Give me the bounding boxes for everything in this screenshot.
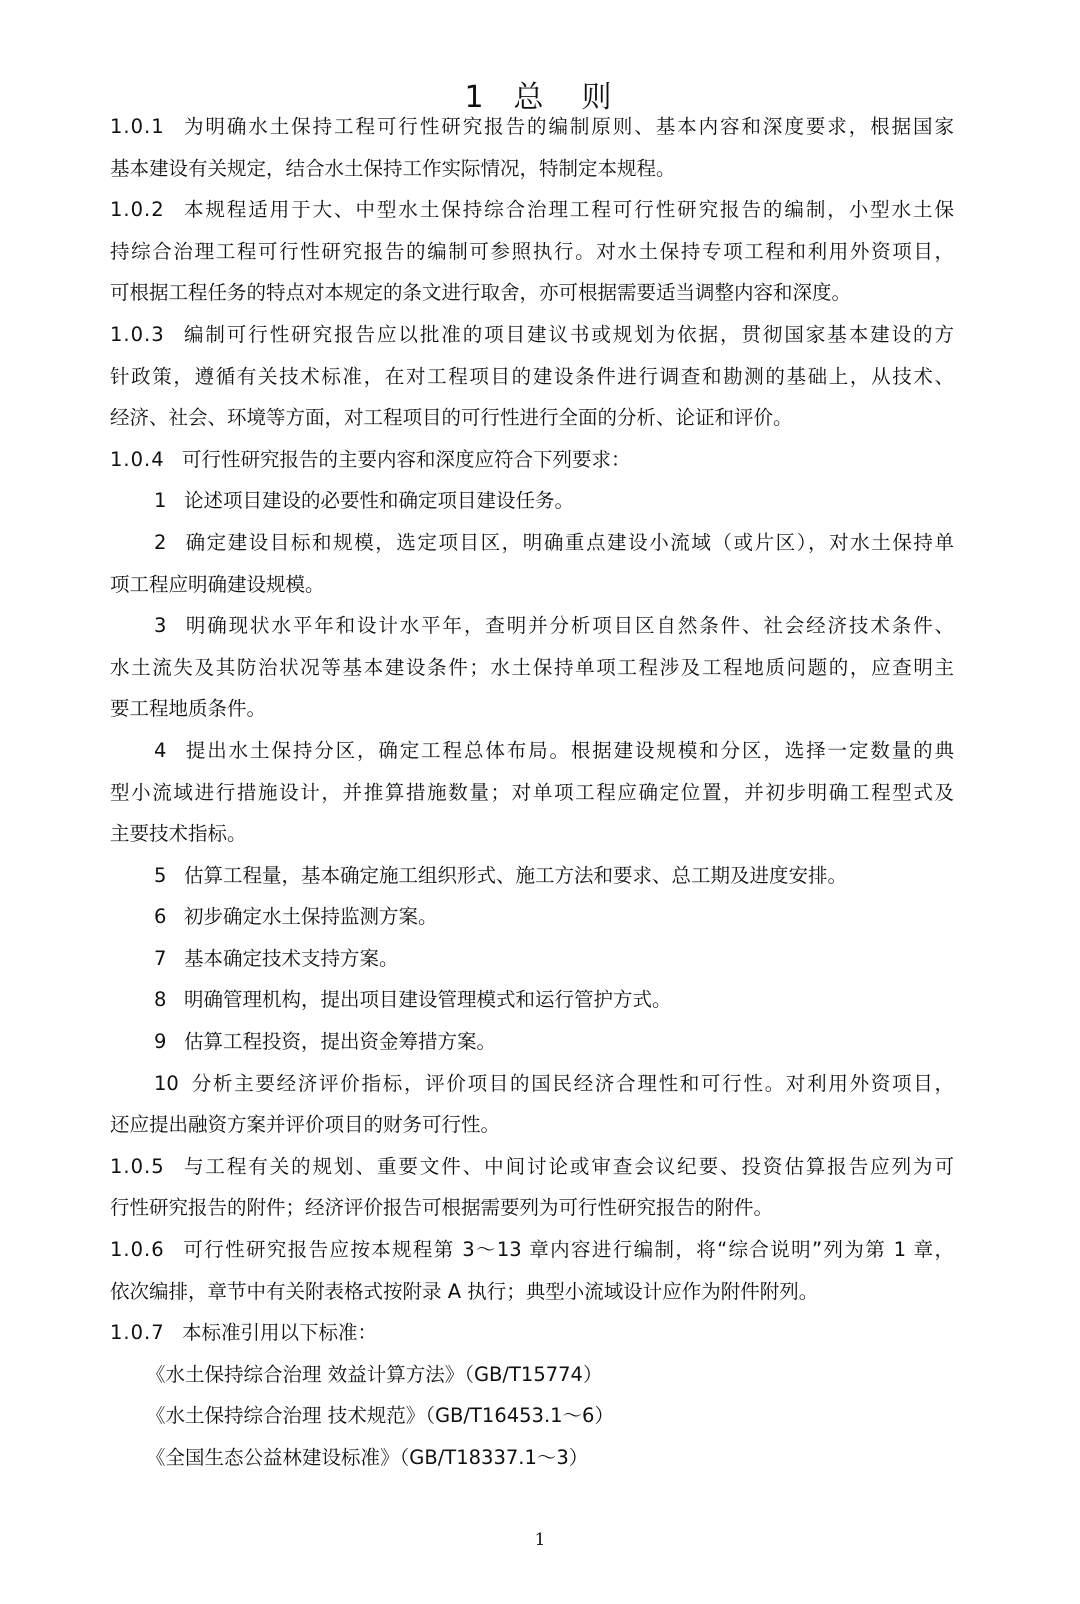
item-4-line-1: 4 提出水土保持分区，确定工程总体布局。根据建设规模和分区，选择一定数量的典 [110, 730, 954, 772]
item-3-line-2: 水土流失及其防治状况等基本建设条件；水土保持单项工程涉及工程地质问题的，应查明主 [110, 655, 954, 679]
item-4-line-3: 主要技术指标。 [110, 822, 247, 846]
item-2-line-1: 2 确定建设目标和规模，选定项目区，明确重点建设小流域（或片区），对水土保持单 [110, 522, 954, 564]
item-6-line-1: 6 初步确定水土保持监测方案。 [110, 896, 954, 938]
item-number: 9 [154, 1030, 167, 1054]
item-7-line-1: 7 基本确定技术支持方案。 [110, 938, 954, 980]
item-2-line-2: 项工程应明确建设规模。 [110, 572, 325, 596]
item-1-line-1: 1 论述项目建设的必要性和确定项目建设任务。 [110, 480, 954, 522]
clause-1-0-3-line-1: 1.0.3 编制可行性研究报告应以批准的项目建议书或规划为依据，贯彻国家基本建设的方 [110, 314, 954, 356]
body-text [110, 106, 954, 1479]
clause-1-0-2-line-1: 1.0.2 本规程适用于大、中型水土保持综合治理工程可行性研究报告的编制，小型水土保 [110, 189, 954, 231]
item-number: 2 [154, 530, 167, 554]
clause-number: 1.0.6 [110, 1238, 165, 1262]
clause-number: 1.0.1 [110, 115, 165, 138]
item-10-line-2: 还应提出融资方案并评价项目的财务可行性。 [110, 1113, 501, 1137]
item-number: 8 [154, 988, 167, 1012]
item-3-line-1: 3 明确现状水平年和设计水平年，查明并分析项目区自然条件、社会经济技术条件、 [110, 605, 954, 647]
item-3-line-3: 要工程地质条件。 [110, 697, 267, 721]
clause-1-0-1-line-2: 基本建设有关规定，结合水土保持工作实际情况，特制定本规程。 [110, 156, 676, 180]
item-8-line-1: 8 明确管理机构，提出项目建设管理模式和运行管护方式。 [110, 979, 954, 1021]
item-number: 5 [154, 863, 167, 887]
item-number: 3 [154, 614, 167, 638]
clause-1-0-3-line-2: 针政策，遵循有关技术标准，在对工程项目的建设条件进行调查和勘测的基础上，从技术、 [110, 364, 954, 388]
clause-number: 1.0.4 [110, 447, 165, 471]
page-number: 1 [534, 1530, 546, 1550]
clause-1-0-6-line-2: 依次编排，章节中有关附表格式按附录 A 执行；典型小流域设计应作为附件附列。 [110, 1279, 819, 1303]
clause-1-0-5-line-1: 1.0.5 与工程有关的规划、重要文件、中间讨论或审查会议纪要、投资估算报告应列为可 [110, 1146, 954, 1188]
item-number: 7 [154, 946, 167, 970]
clause-1-0-5-line-2: 行性研究报告的附件；经济评价报告可根据需要列为可行性研究报告的附件。 [110, 1196, 774, 1220]
item-number: 4 [154, 738, 167, 762]
standard-reference: 《全国生态公益林建设标准》（GB/T18337.1～3） [146, 1446, 589, 1469]
chapter-title-text: 总 则 [513, 80, 616, 115]
clause-1-0-3-line-3: 经济、社会、环境等方面，对工程项目的可行性进行全面的分析、论证和评价。 [110, 406, 793, 430]
item-number: 6 [154, 905, 167, 929]
clause-1-0-1-line-1: 1.0.1 为明确水土保持工程可行性研究报告的编制原则、基本内容和深度要求，根据国家 [110, 106, 954, 148]
clause-number: 1.0.2 [110, 198, 165, 222]
item-10-line-1: 10 分析主要经济评价指标，评价项目的国民经济合理性和可行性。对利用外资项目， [110, 1063, 954, 1105]
item-number: 10 [154, 1071, 179, 1095]
clause-1-0-4-line-1: 1.0.4 可行性研究报告的主要内容和深度应符合下列要求： [110, 439, 954, 481]
item-4-line-2: 型小流域进行措施设计，并推算措施数量；对单项工程应确定位置，并初步明确工程型式及 [110, 780, 954, 804]
clause-1-0-2-line-3: 可根据工程任务的特点对本规定的条文进行取舍，亦可根据需要适当调整内容和深度。 [110, 281, 852, 305]
standard-reference: 《水土保持综合治理 效益计算方法》（GB/T15774） [146, 1362, 603, 1386]
standard-reference: 《水土保持综合治理 技术规范》（GB/T16453.1～6） [146, 1404, 614, 1428]
clause-number: 1.0.3 [110, 322, 165, 346]
item-9-line-1: 9 估算工程投资，提出资金筹措方案。 [110, 1021, 954, 1063]
chapter-number: 1 [464, 80, 488, 115]
clause-number: 1.0.7 [110, 1321, 165, 1345]
item-number: 1 [154, 489, 167, 513]
clause-1-0-6-line-1: 1.0.6 可行性研究报告应按本规程第 3～13 章内容进行编制，将“综合说明”列为第 1 章， [110, 1229, 954, 1271]
clause-1-0-7-line-1: 1.0.7 本标准引用以下标准： [110, 1312, 954, 1354]
item-5-line-1: 5 估算工程量，基本确定施工组织形式、施工方法和要求、总工期及进度安排。 [110, 855, 954, 897]
clause-number: 1.0.5 [110, 1154, 165, 1178]
clause-1-0-2-line-2: 持综合治理工程可行性研究报告的编制可参照执行。对水土保持专项工程和利用外资项目， [110, 239, 954, 263]
